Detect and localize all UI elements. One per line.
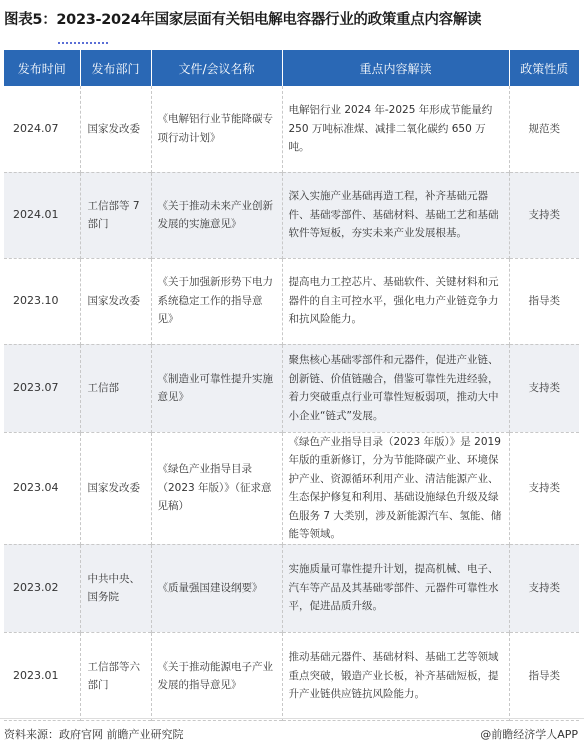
cell-type: 支持类 — [528, 481, 560, 494]
cell-type: 支持类 — [509, 544, 579, 632]
cell-dept: 国家发改委 — [80, 432, 151, 544]
cell-dept: 工信部等 7 部门 — [80, 172, 151, 258]
cell-type: 规范类 — [528, 122, 560, 135]
cell-dept: 国家发改委 — [80, 86, 151, 172]
cell-type: 支持类 — [509, 172, 579, 258]
brand-credit-text: @前瞻经济学人APP — [480, 728, 578, 741]
table-row — [4, 544, 579, 632]
cell-doc: 《绿色产业指导目录（2023 年版）》（征求意见稿） — [151, 432, 282, 544]
cell-dept: 工信部等六部门 — [80, 632, 151, 720]
table-row — [4, 632, 579, 720]
header-date: 发布时间 — [4, 50, 80, 86]
policy-table — [4, 50, 579, 721]
table-row — [4, 258, 579, 344]
cell-content: 推动基础元器件、基础材料、基础工艺等领域重点突破，锻造产业长板，补齐基础短板，提升产业链供应链抗风险能力。 — [282, 632, 509, 720]
cell-content: 《绿色产业指导目录（2023 年版）》是 2019 年版的重新修订，分为节能降碳产业、环境保护产业、资源循环利用产业、清洁能源产业、生态保护修复和利用、基础设施绿色升级及绿色服务 7 大类别，涉及新能源汽车、氢能、储能等领域。 — [282, 432, 509, 544]
table-header-row — [4, 50, 579, 86]
cell-doc: 《关于推动未来产业创新发展的实施意见》 — [151, 172, 282, 258]
cell-content: 电解铝行业 2024 年-2025 年形成节能量约 250 万吨标准煤、减排二氧化碳约 650 万吨。 — [282, 86, 509, 172]
cell-type: 支持类 — [509, 344, 579, 432]
cell-date: 2024.01 — [4, 172, 80, 258]
cell-date: 2023.04 — [4, 432, 80, 544]
cell-type: 指导类 — [528, 669, 560, 682]
cell-date: 2023.07 — [4, 344, 80, 432]
cell-doc: 《电解铝行业节能降碳专项行动计划》 — [151, 86, 282, 172]
table-row — [4, 172, 579, 258]
footer-divider — [0, 718, 584, 719]
header-type: 政策性质 — [509, 50, 579, 86]
cell-dept: 工信部 — [80, 344, 151, 432]
cell-content: 提高电力工控芯片、基础软件、关键材料和元器件的自主可控水平，强化电力产业链竞争力和抗风险能力。 — [282, 258, 509, 344]
cell-type: 指导类 — [528, 294, 560, 307]
cell-dept: 国家发改委 — [80, 258, 151, 344]
brand-credit — [480, 726, 578, 742]
cell-date: 2023.10 — [4, 258, 80, 344]
table-row — [4, 432, 579, 544]
header-content: 重点内容解读 — [282, 50, 509, 86]
cell-date: 2023.02 — [4, 544, 80, 632]
header-doc: 文件/会议名称 — [151, 50, 282, 86]
cell-dept: 中共中央、国务院 — [80, 544, 151, 632]
header-dept: 发布部门 — [80, 50, 151, 86]
cell-doc: 《质量强国建设纲要》 — [151, 544, 282, 632]
table-row — [4, 344, 579, 432]
cell-date: 2024.07 — [4, 86, 80, 172]
cell-doc: 《关于加强新形势下电力系统稳定工作的指导意见》 — [151, 258, 282, 344]
cell-content: 聚焦核心基础零部件和元器件，促进产业链、创新链、价值链融合，借鉴可靠性先进经验，着力突破重点行业可靠性短板弱项，推动大中小企业“链式”发展。 — [282, 344, 509, 432]
cell-doc: 《制造业可靠性提升实施意见》 — [151, 344, 282, 432]
page-title: 图表5：2023-2024年国家层面有关铝电解电容器行业的政策重点内容解读 — [4, 12, 482, 28]
cell-content: 实施质量可靠性提升计划，提高机械、电子、汽车等产品及其基础零部件、元器件可靠性水平，促进品质升级。 — [282, 544, 509, 632]
cell-doc: 《关于推动能源电子产业发展的指导意见》 — [151, 632, 282, 720]
source-note: 资料来源：政府官网 前瞻产业研究院 — [4, 728, 184, 741]
title-underline — [58, 40, 108, 44]
table-row — [4, 86, 579, 172]
cell-date: 2023.01 — [4, 632, 80, 720]
cell-content: 深入实施产业基础再造工程，补齐基础元器件、基础零部件、基础材料、基础工艺和基础软件等短板，夯实未来产业发展根基。 — [282, 172, 509, 258]
